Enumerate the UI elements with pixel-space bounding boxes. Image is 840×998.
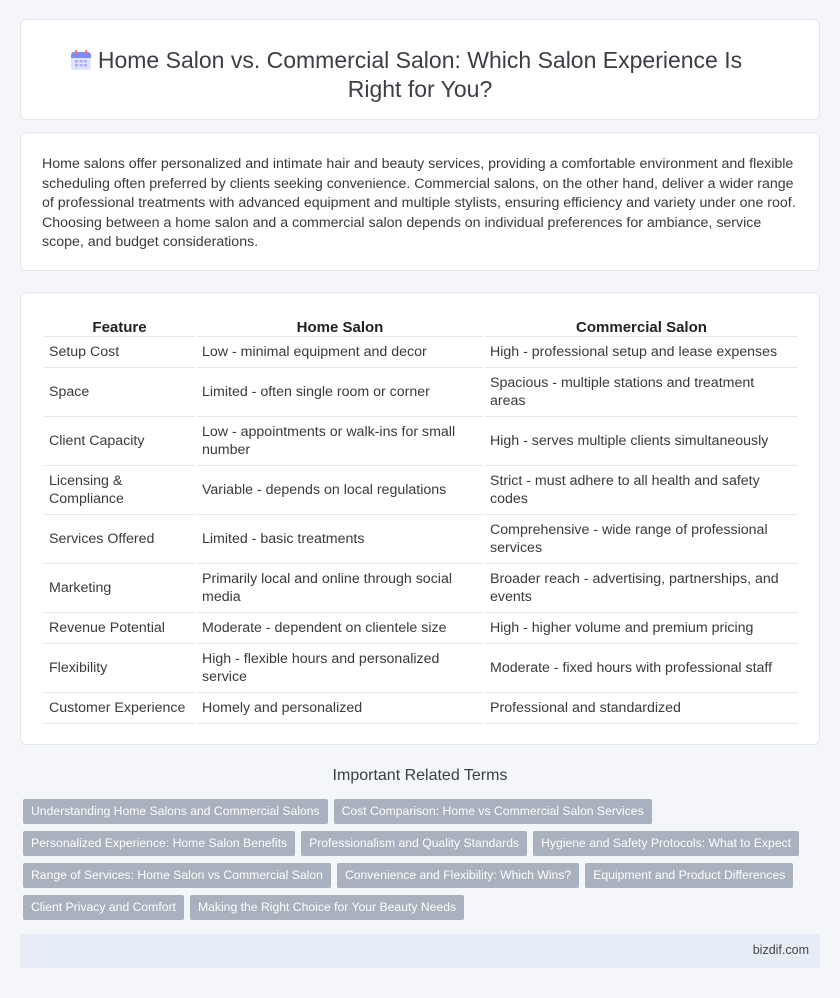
- footer-site-link[interactable]: bizdif.com: [752, 943, 809, 957]
- term-tag[interactable]: Professionalism and Quality Standards: [301, 831, 527, 856]
- term-tag[interactable]: Personalized Experience: Home Salon Benefits: [23, 831, 295, 856]
- table-row: [44, 368, 798, 417]
- table-row: [44, 466, 798, 515]
- table-row: [44, 693, 798, 724]
- footer: [20, 934, 820, 968]
- home-salon-cell: Variable - depends on local regulations: [197, 466, 483, 515]
- column-header-home-salon: Home Salon: [197, 316, 483, 337]
- term-row: [23, 863, 819, 888]
- page-title: Home Salon vs. Commercial Salon: Which Salon Experience Is Right for You?: [97, 47, 743, 102]
- table-row: [44, 417, 798, 466]
- home-salon-cell: Limited - basic treatments: [197, 515, 483, 564]
- commercial-salon-cell: Professional and standardized: [485, 693, 798, 724]
- commercial-salon-cell: Strict - must adhere to all health and safety codes: [485, 466, 798, 515]
- intro-paragraph: Home salons offer personalized and intimate hair and beauty services, providing a comfortable environment and flexible scheduling often preferred by clients seeking convenience. Commercial salons, on the other hand, deliver a wider range of professional treatments with advanced equipment and multiple stylists, ensuring efficiency and variety under one roof. Choosing between a home salon and a commercial salon depends on individual preferences for ambiance, service scope, and budget considerations.: [42, 156, 796, 251]
- table-header-row: [44, 316, 798, 337]
- feature-cell: Revenue Potential: [44, 613, 195, 644]
- feature-cell: Marketing: [44, 564, 195, 613]
- calendar-icon: [69, 48, 93, 72]
- home-salon-cell: Low - minimal equipment and decor: [197, 337, 483, 368]
- term-row: [23, 831, 819, 856]
- term-tag[interactable]: Convenience and Flexibility: Which Wins?: [337, 863, 579, 888]
- commercial-salon-cell: Broader reach - advertising, partnerships, and events: [485, 564, 798, 613]
- term-row: [23, 895, 819, 920]
- title-row: [21, 46, 819, 104]
- commercial-salon-cell: Moderate - fixed hours with professional staff: [485, 644, 798, 693]
- feature-cell: Space: [44, 368, 195, 417]
- commercial-salon-cell: Spacious - multiple stations and treatment areas: [485, 368, 798, 417]
- title-card: [20, 19, 820, 120]
- home-salon-cell: Limited - often single room or corner: [197, 368, 483, 417]
- table-row: [44, 515, 798, 564]
- home-salon-cell: High - flexible hours and personalized service: [197, 644, 483, 693]
- feature-cell: Services Offered: [44, 515, 195, 564]
- feature-cell: Licensing & Compliance: [44, 466, 195, 515]
- related-terms-heading: Important Related Terms: [332, 767, 508, 784]
- home-salon-cell: Low - appointments or walk-ins for small number: [197, 417, 483, 466]
- term-tag[interactable]: Cost Comparison: Home vs Commercial Salon Services: [334, 799, 652, 824]
- column-header-feature: Feature: [44, 316, 195, 337]
- comparison-table: [42, 316, 800, 724]
- related-terms: [23, 799, 819, 927]
- intro-card: [20, 132, 820, 271]
- feature-cell: Customer Experience: [44, 693, 195, 724]
- commercial-salon-cell: High - higher volume and premium pricing: [485, 613, 798, 644]
- feature-cell: Client Capacity: [44, 417, 195, 466]
- term-tag[interactable]: Equipment and Product Differences: [585, 863, 793, 888]
- term-tag[interactable]: Hygiene and Safety Protocols: What to Expect: [533, 831, 799, 856]
- table-row: [44, 644, 798, 693]
- commercial-salon-cell: High - serves multiple clients simultaneously: [485, 417, 798, 466]
- term-tag[interactable]: Making the Right Choice for Your Beauty Needs: [190, 895, 464, 920]
- commercial-salon-cell: High - professional setup and lease expenses: [485, 337, 798, 368]
- column-header-commercial-salon: Commercial Salon: [485, 316, 798, 337]
- table-row: [44, 337, 798, 368]
- commercial-salon-cell: Comprehensive - wide range of professional services: [485, 515, 798, 564]
- home-salon-cell: Primarily local and online through social media: [197, 564, 483, 613]
- home-salon-cell: Homely and personalized: [197, 693, 483, 724]
- table-row: [44, 564, 798, 613]
- home-salon-cell: Moderate - dependent on clientele size: [197, 613, 483, 644]
- comparison-card: [20, 292, 820, 745]
- feature-cell: Flexibility: [44, 644, 195, 693]
- feature-cell: Setup Cost: [44, 337, 195, 368]
- table-row: [44, 613, 798, 644]
- term-tag[interactable]: Understanding Home Salons and Commercial Salons: [23, 799, 328, 824]
- term-tag[interactable]: Range of Services: Home Salon vs Commercial Salon: [23, 863, 331, 888]
- term-row: [23, 799, 819, 824]
- term-tag[interactable]: Client Privacy and Comfort: [23, 895, 184, 920]
